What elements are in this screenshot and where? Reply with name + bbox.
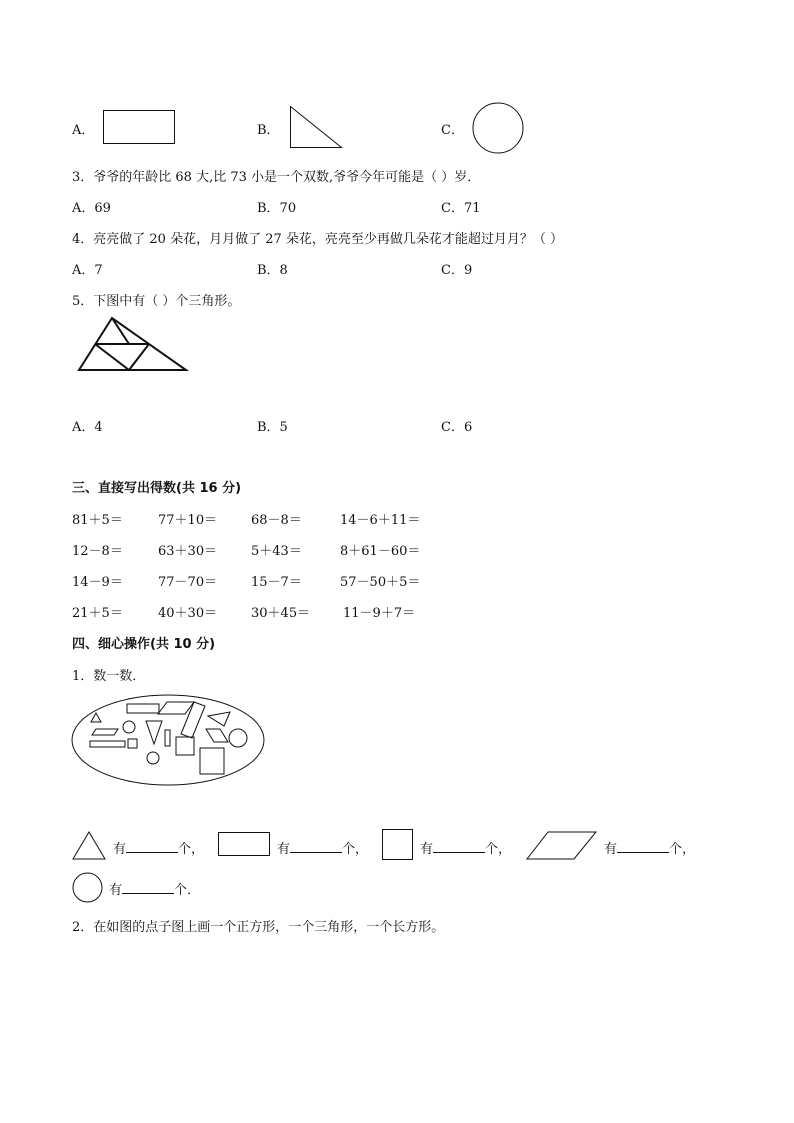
calc-item: 8＋61－60＝ xyxy=(340,544,421,559)
calc-item: 57－50＋5＝ xyxy=(340,575,421,590)
calc-item: 63＋30＝ xyxy=(158,544,218,559)
count-rectangle-answer xyxy=(277,838,368,857)
q4-option-a: A．7 xyxy=(72,263,103,278)
q4-option-c: C．9 xyxy=(441,263,473,278)
you-label: 有 xyxy=(604,842,618,857)
calc-item: 77＋10＝ xyxy=(158,513,218,528)
ge-label: 个， xyxy=(178,842,205,857)
calc-item: 68－8＝ xyxy=(251,513,302,528)
q2-option-c-label: C． xyxy=(441,123,464,138)
q5-stem: 5．下图中有（ ）个三角形。 xyxy=(72,294,241,309)
calc-item: 30＋45＝ xyxy=(251,606,311,621)
calc-item: 5＋43＝ xyxy=(251,544,302,559)
q3-option-a: A．69 xyxy=(72,201,111,216)
q2-option-b-label: B． xyxy=(257,123,280,138)
s4-q2-stem: 2．在如图的点子图上画一个正方形，一个三角形，一个长方形。 xyxy=(72,920,445,935)
count-circle-answer xyxy=(109,879,200,898)
you-label: 有 xyxy=(277,842,291,857)
q3-option-c: C．71 xyxy=(441,201,481,216)
parallelogram-icon xyxy=(526,831,598,861)
count-triangle-answer xyxy=(113,838,204,857)
ge-end-label: 个． xyxy=(174,883,201,898)
q3-stem: 3．爷爷的年龄比 68 大,比 73 小是一个双数,爷爷今年可能是（ ）岁． xyxy=(72,170,481,185)
ge-label: 个， xyxy=(485,842,512,857)
q3-option-b: B．70 xyxy=(257,201,297,216)
rectangle-icon xyxy=(218,832,272,858)
shapes-oval-figure xyxy=(70,692,270,792)
square-icon xyxy=(382,829,414,861)
rectangle-shape-icon xyxy=(103,110,175,146)
q5-option-c: C．6 xyxy=(441,420,473,435)
triangle-figure xyxy=(78,316,188,374)
answer-blank-rectangle[interactable] xyxy=(290,840,342,853)
calc-item: 15－7＝ xyxy=(251,575,302,590)
you-label: 有 xyxy=(113,842,127,857)
calc-item: 77－70＝ xyxy=(158,575,218,590)
calc-item: 40＋30＝ xyxy=(158,606,218,621)
q5-option-a: A．4 xyxy=(72,420,103,435)
ge-label: 个， xyxy=(669,842,696,857)
count-parallelogram-answer xyxy=(604,838,695,857)
ge-label: 个， xyxy=(342,842,369,857)
answer-blank-parallelogram[interactable] xyxy=(617,840,669,853)
circle-icon xyxy=(72,872,104,904)
q2-option-a-label: A． xyxy=(72,123,95,138)
answer-blank-circle[interactable] xyxy=(122,881,174,894)
count-square-answer xyxy=(420,838,511,857)
answer-blank-triangle[interactable] xyxy=(126,840,178,853)
calc-item: 21＋5＝ xyxy=(72,606,123,621)
right-triangle-shape-icon xyxy=(290,106,344,150)
triangle-icon xyxy=(72,831,106,861)
q4-stem: 4．亮亮做了 20 朵花，月月做了 27 朵花，亮亮至少再做几朵花才能超过月月？（ ） xyxy=(72,232,564,247)
calc-item: 11－9＋7＝ xyxy=(343,606,416,621)
section4-title: 四、细心操作(共 10 分) xyxy=(72,637,216,652)
calc-item: 14－6＋11＝ xyxy=(340,513,421,528)
calc-item: 81＋5＝ xyxy=(72,513,123,528)
s4-q1-stem: 1．数一数． xyxy=(72,669,146,684)
circle-shape-icon xyxy=(472,102,526,156)
calc-item: 14－9＝ xyxy=(72,575,123,590)
you-label: 有 xyxy=(109,883,123,898)
you-label: 有 xyxy=(420,842,434,857)
section3-title: 三、直接写出得数(共 16 分) xyxy=(72,481,242,496)
q4-option-b: B．8 xyxy=(257,263,288,278)
calc-item: 12－8＝ xyxy=(72,544,123,559)
answer-blank-square[interactable] xyxy=(433,840,485,853)
q5-option-b: B．5 xyxy=(257,420,288,435)
